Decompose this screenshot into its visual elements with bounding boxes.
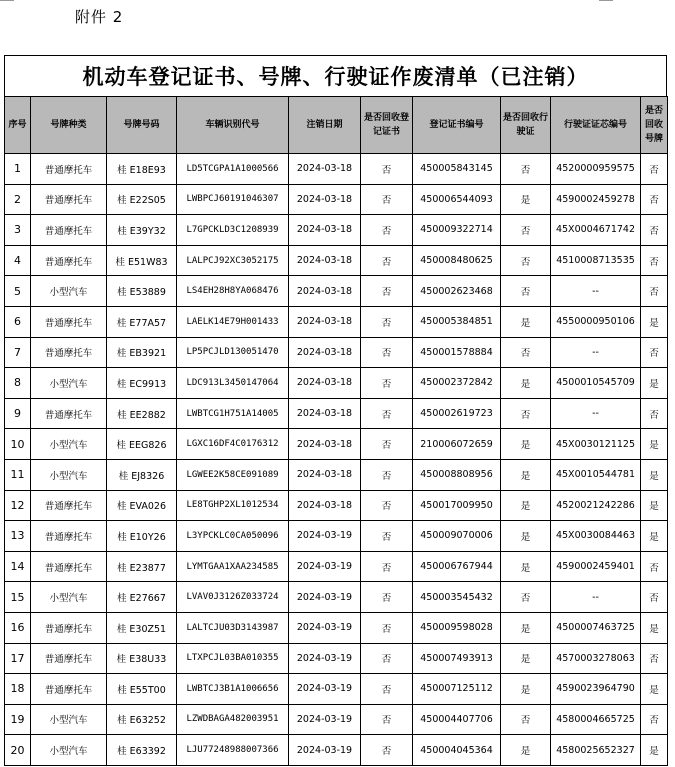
table-cell: 2024-03-19: [289, 643, 361, 674]
table-cell: 45X0004671742: [551, 215, 641, 246]
table-cell: 否: [501, 337, 551, 368]
table-cell: 2024-03-19: [289, 582, 361, 613]
table-cell: 2024-03-18: [289, 398, 361, 429]
table-row: [5, 735, 668, 766]
table-cell: 45X0030084463: [551, 521, 641, 552]
table-cell: 3: [5, 215, 31, 246]
table-cell: 是: [501, 429, 551, 460]
table-cell: 普通摩托车: [31, 521, 107, 552]
table-cell: 450009322714: [413, 215, 501, 246]
table-cell: 16: [5, 612, 31, 643]
table-cell: 否: [361, 459, 413, 490]
table-cell: 4520021242286: [551, 490, 641, 521]
table-cell: 450002619723: [413, 398, 501, 429]
cancellation-table: [4, 96, 668, 766]
table-cell: 小型汽车: [31, 368, 107, 399]
table-cell: 是: [641, 674, 668, 705]
table-cell: 普通摩托车: [31, 612, 107, 643]
table-cell: 否: [641, 582, 668, 613]
table-cell: --: [551, 276, 641, 307]
table-cell: 普通摩托车: [31, 215, 107, 246]
table-cell: LWBTCG1H751A14005: [177, 398, 289, 429]
table-cell: 2024-03-18: [289, 429, 361, 460]
table-cell: 18: [5, 674, 31, 705]
table-cell: LALPCJ92XC3052175: [177, 245, 289, 276]
table-cell: 是: [501, 306, 551, 337]
attachment-label: 附件 2: [75, 8, 124, 26]
column-header: 是否回收行驶证: [501, 97, 551, 154]
table-cell: LAELK14E79H001433: [177, 306, 289, 337]
table-cell: 否: [501, 154, 551, 185]
table-cell: 是: [501, 368, 551, 399]
table-cell: 450005843145: [413, 154, 501, 185]
table-row: [5, 368, 668, 399]
table-cell: 否: [641, 245, 668, 276]
table-cell: 450002372842: [413, 368, 501, 399]
table-cell: 是: [641, 612, 668, 643]
table-cell: 桂 EC9913: [107, 368, 177, 399]
table-row: [5, 154, 668, 185]
table-cell: 否: [361, 368, 413, 399]
table-row: [5, 674, 668, 705]
table-cell: 否: [361, 521, 413, 552]
table-cell: 是: [501, 459, 551, 490]
table-cell: 桂 E55T00: [107, 674, 177, 705]
table-cell: LZWDBAGA482003951: [177, 704, 289, 735]
table-row: [5, 184, 668, 215]
table-cell: 普通摩托车: [31, 337, 107, 368]
table-cell: 否: [501, 215, 551, 246]
table-cell: LWBTCJ3B1A1006656: [177, 674, 289, 705]
table-cell: LGXC16DF4C0176312: [177, 429, 289, 460]
table-cell: 19: [5, 704, 31, 735]
table-cell: 普通摩托车: [31, 306, 107, 337]
table-cell: 否: [361, 674, 413, 705]
table-cell: 否: [641, 398, 668, 429]
table-cell: 桂 EB3921: [107, 337, 177, 368]
table-row: [5, 490, 668, 521]
table-row: [5, 245, 668, 276]
table-cell: 是: [501, 184, 551, 215]
table-cell: 否: [361, 398, 413, 429]
page-corner-mark: [599, 0, 613, 1]
table-cell: 小型汽车: [31, 582, 107, 613]
table-cell: 否: [641, 337, 668, 368]
table-cell: LDC913L3450147064: [177, 368, 289, 399]
table-cell: LYMTGAA1XAA234585: [177, 551, 289, 582]
table-cell: 是: [641, 429, 668, 460]
table-cell: 2024-03-18: [289, 184, 361, 215]
table-cell: 否: [361, 704, 413, 735]
table-cell: 是: [641, 521, 668, 552]
table-cell: 桂 EVA026: [107, 490, 177, 521]
table-cell: LP5PCJLD130051470: [177, 337, 289, 368]
column-header: 车辆识别代号: [177, 97, 289, 154]
table-cell: 450006544093: [413, 184, 501, 215]
table-cell: 4590023964790: [551, 674, 641, 705]
table-cell: 2024-03-19: [289, 735, 361, 766]
table-cell: 2: [5, 184, 31, 215]
table-cell: 小型汽车: [31, 735, 107, 766]
table-cell: 桂 EJ8326: [107, 459, 177, 490]
table-row: [5, 704, 668, 735]
table-cell: 450006767944: [413, 551, 501, 582]
table-cell: 桂 E27667: [107, 582, 177, 613]
table-cell: 否: [361, 337, 413, 368]
table-cell: 桂 E22S05: [107, 184, 177, 215]
column-header: 号牌号码: [107, 97, 177, 154]
table-cell: 4570003278063: [551, 643, 641, 674]
table-cell: 小型汽车: [31, 459, 107, 490]
table-cell: 2024-03-18: [289, 490, 361, 521]
table-cell: 4590002459278: [551, 184, 641, 215]
table-cell: 否: [641, 215, 668, 246]
table-cell: 否: [501, 582, 551, 613]
table-cell: 桂 E39Y32: [107, 215, 177, 246]
table-cell: 否: [641, 551, 668, 582]
table-row: [5, 582, 668, 613]
table-row: [5, 551, 668, 582]
table-cell: 4: [5, 245, 31, 276]
table-cell: 否: [361, 551, 413, 582]
table-cell: 210006072659: [413, 429, 501, 460]
table-cell: L3YPCKLC0CA050096: [177, 521, 289, 552]
table-row: [5, 337, 668, 368]
table-cell: 4500010545709: [551, 368, 641, 399]
table-cell: --: [551, 582, 641, 613]
table-cell: 2024-03-19: [289, 521, 361, 552]
table-cell: 2024-03-18: [289, 215, 361, 246]
document-title: 机动车登记证书、号牌、行驶证作废清单（已注销）: [4, 55, 667, 96]
table-cell: 否: [501, 276, 551, 307]
table-cell: 是: [641, 306, 668, 337]
table-cell: 小型汽车: [31, 429, 107, 460]
table-cell: 是: [641, 490, 668, 521]
table-cell: 普通摩托车: [31, 490, 107, 521]
table-cell: LTXPCJL03BA010355: [177, 643, 289, 674]
table-cell: 是: [501, 521, 551, 552]
table-cell: 否: [641, 276, 668, 307]
table-cell: 2024-03-18: [289, 154, 361, 185]
table-cell: 2024-03-18: [289, 337, 361, 368]
page-corner-mark: [0, 0, 14, 1]
table-cell: 否: [361, 215, 413, 246]
table-cell: 普通摩托车: [31, 154, 107, 185]
table-cell: 6: [5, 306, 31, 337]
table-cell: 是: [501, 551, 551, 582]
table-row: [5, 398, 668, 429]
table-cell: LWBPCJ60191046307: [177, 184, 289, 215]
table-cell: 否: [501, 704, 551, 735]
table-cell: LJU77248988007366: [177, 735, 289, 766]
table-cell: 桂 E38U33: [107, 643, 177, 674]
table-cell: 8: [5, 368, 31, 399]
table-cell: 否: [361, 429, 413, 460]
table-row: [5, 459, 668, 490]
table-cell: 450007493913: [413, 643, 501, 674]
table-body: [5, 154, 668, 766]
table-cell: 桂 E10Y26: [107, 521, 177, 552]
table-cell: LVAV0J3126Z033724: [177, 582, 289, 613]
table-cell: 450008480625: [413, 245, 501, 276]
table-cell: 450017009950: [413, 490, 501, 521]
table-cell: 否: [361, 490, 413, 521]
table-cell: 是: [641, 459, 668, 490]
table-cell: 5: [5, 276, 31, 307]
table-cell: 11: [5, 459, 31, 490]
table-cell: 否: [361, 245, 413, 276]
table-cell: 桂 E30Z51: [107, 612, 177, 643]
table-cell: 15: [5, 582, 31, 613]
table-cell: 450004407706: [413, 704, 501, 735]
table-cell: 7: [5, 337, 31, 368]
table-cell: 4500007463725: [551, 612, 641, 643]
table-cell: 普通摩托车: [31, 184, 107, 215]
table-cell: 否: [361, 184, 413, 215]
table-cell: 1: [5, 154, 31, 185]
table-cell: 是: [641, 735, 668, 766]
table-cell: 小型汽车: [31, 276, 107, 307]
table-cell: 普通摩托车: [31, 551, 107, 582]
table-cell: 4590002459401: [551, 551, 641, 582]
table-cell: 桂 EE2882: [107, 398, 177, 429]
table-cell: 4580004665725: [551, 704, 641, 735]
table-row: [5, 521, 668, 552]
table-row: [5, 429, 668, 460]
table-cell: 否: [361, 735, 413, 766]
table-cell: 否: [361, 612, 413, 643]
table-row: [5, 215, 668, 246]
table-cell: 450009070006: [413, 521, 501, 552]
table-cell: 小型汽车: [31, 704, 107, 735]
table-cell: 普通摩托车: [31, 643, 107, 674]
table-cell: 45X0010544781: [551, 459, 641, 490]
table-cell: --: [551, 398, 641, 429]
table-cell: 否: [641, 184, 668, 215]
table-cell: 14: [5, 551, 31, 582]
column-header: 是否回收登记证书: [361, 97, 413, 154]
table-cell: 2024-03-18: [289, 459, 361, 490]
table-cell: 450003545432: [413, 582, 501, 613]
table-cell: 10: [5, 429, 31, 460]
column-header: 行驶证证芯编号: [551, 97, 641, 154]
table-cell: 是: [501, 674, 551, 705]
document-sheet: [4, 55, 667, 766]
table-cell: 是: [501, 490, 551, 521]
column-header: 登记证书编号: [413, 97, 501, 154]
table-cell: 桂 E63392: [107, 735, 177, 766]
table-cell: 2024-03-19: [289, 551, 361, 582]
table-cell: 否: [501, 245, 551, 276]
table-cell: 450004045364: [413, 735, 501, 766]
table-cell: 2024-03-19: [289, 612, 361, 643]
table-cell: 否: [361, 643, 413, 674]
table-cell: 否: [641, 704, 668, 735]
table-cell: 否: [361, 276, 413, 307]
table-cell: 12: [5, 490, 31, 521]
table-cell: 13: [5, 521, 31, 552]
table-cell: 2024-03-18: [289, 368, 361, 399]
table-cell: --: [551, 337, 641, 368]
table-cell: LGWEE2K58CE091089: [177, 459, 289, 490]
table-cell: 桂 E51W83: [107, 245, 177, 276]
table-cell: 否: [361, 306, 413, 337]
table-cell: 2024-03-19: [289, 674, 361, 705]
table-cell: 2024-03-18: [289, 306, 361, 337]
table-cell: 普通摩托车: [31, 245, 107, 276]
table-cell: 4520000959575: [551, 154, 641, 185]
table-cell: 450008808956: [413, 459, 501, 490]
table-cell: 桂 E23877: [107, 551, 177, 582]
table-cell: 是: [501, 612, 551, 643]
table-cell: 是: [501, 735, 551, 766]
table-cell: 450002623468: [413, 276, 501, 307]
column-header: 注销日期: [289, 97, 361, 154]
table-cell: 2024-03-18: [289, 245, 361, 276]
table-cell: 桂 E63252: [107, 704, 177, 735]
table-cell: 是: [501, 643, 551, 674]
table-cell: 桂 E77A57: [107, 306, 177, 337]
column-header: 号牌种类: [31, 97, 107, 154]
table-cell: 4550000950106: [551, 306, 641, 337]
table-cell: 桂 EEG826: [107, 429, 177, 460]
table-row: [5, 643, 668, 674]
column-header: 是否回收号牌: [641, 97, 668, 154]
table-row: [5, 612, 668, 643]
table-cell: 桂 E18E93: [107, 154, 177, 185]
table-cell: 桂 E53889: [107, 276, 177, 307]
table-cell: 2024-03-18: [289, 276, 361, 307]
table-cell: 17: [5, 643, 31, 674]
table-cell: 450009598028: [413, 612, 501, 643]
table-cell: 是: [641, 368, 668, 399]
table-cell: LD5TCGPA1A1000566: [177, 154, 289, 185]
table-cell: 普通摩托车: [31, 674, 107, 705]
table-header-row: [5, 97, 668, 154]
table-cell: 普通摩托车: [31, 398, 107, 429]
table-cell: 450005384851: [413, 306, 501, 337]
table-cell: LE8TGHP2XL1012534: [177, 490, 289, 521]
table-cell: 2024-03-19: [289, 704, 361, 735]
table-cell: 否: [361, 154, 413, 185]
table-cell: 450007125112: [413, 674, 501, 705]
table-cell: 45X0030121125: [551, 429, 641, 460]
table-cell: 否: [641, 154, 668, 185]
table-cell: 4580025652327: [551, 735, 641, 766]
table-cell: 否: [501, 398, 551, 429]
table-cell: 450001578884: [413, 337, 501, 368]
table-row: [5, 276, 668, 307]
table-cell: 20: [5, 735, 31, 766]
table-cell: 9: [5, 398, 31, 429]
column-header: 序号: [5, 97, 31, 154]
table-cell: 否: [641, 643, 668, 674]
table-row: [5, 306, 668, 337]
table-cell: 4510008713535: [551, 245, 641, 276]
table-cell: LALTCJU03D3143987: [177, 612, 289, 643]
table-cell: L7GPCKLD3C1208939: [177, 215, 289, 246]
table-cell: 否: [361, 582, 413, 613]
table-cell: LS4EH28H8YA068476: [177, 276, 289, 307]
